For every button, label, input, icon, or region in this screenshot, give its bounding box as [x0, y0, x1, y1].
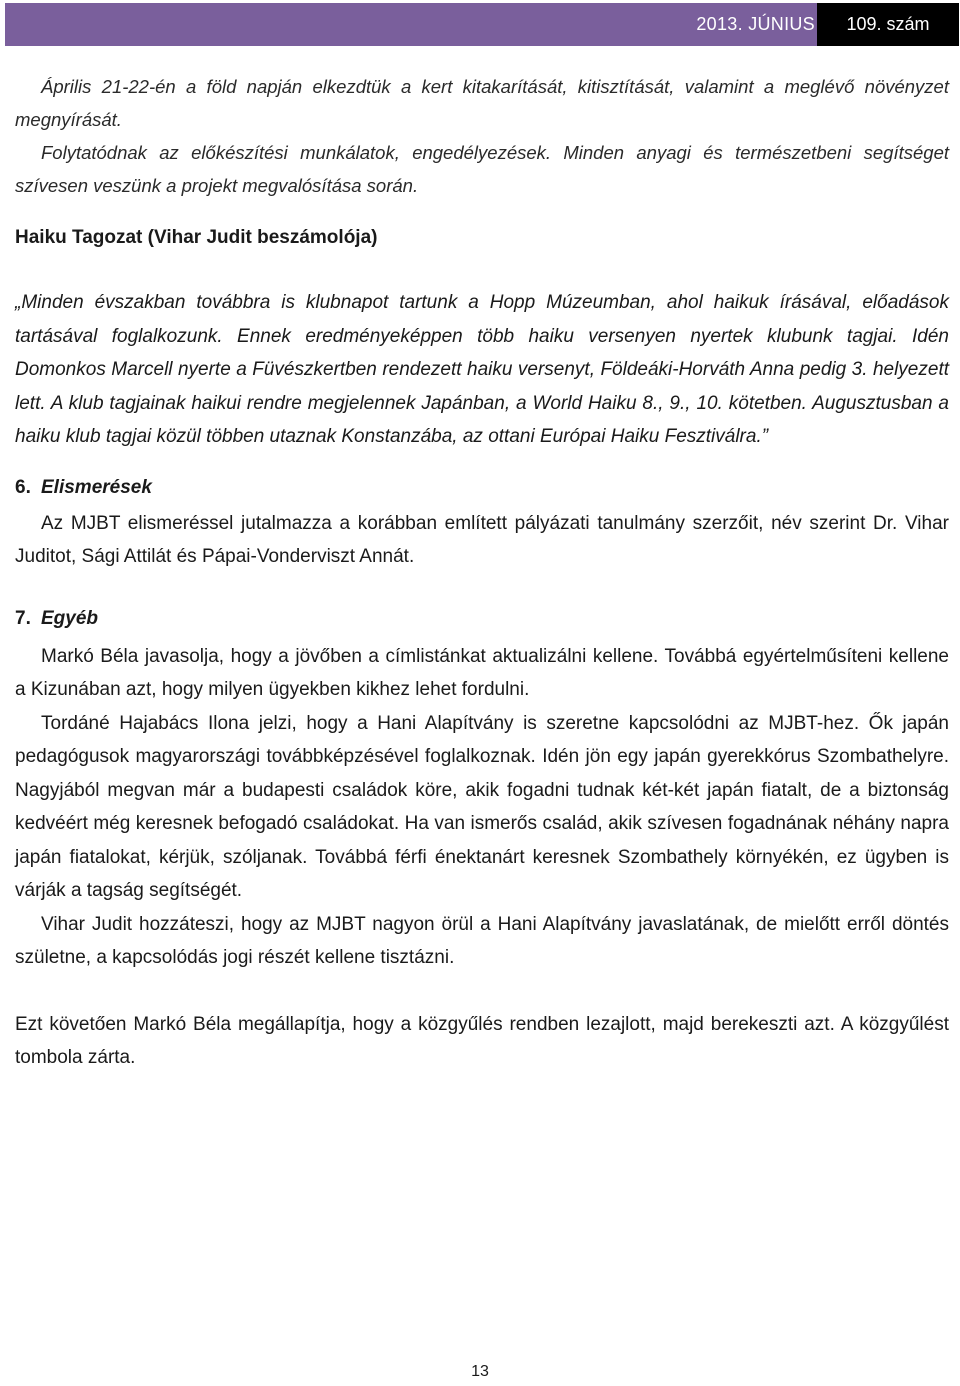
- section-7-paragraph-3: Vihar Judit hozzáteszi, hogy az MJBT nagyon örül a Hani Alapítvány javaslatának, de mielőtt erről döntés születne, a kapcsolódás jogi részét kellene tisztázni.: [15, 913, 949, 968]
- page-content: [15, 70, 949, 1075]
- section-6-title: Elismerések: [41, 476, 152, 498]
- intro-paragraph-2: Folytatódnak az előkészítési munkálatok, engedélyezések. Minden anyagi és természetbeni segítséget szívesen veszünk a projekt megvalósítása során.: [15, 142, 949, 196]
- intro-paragraph-1: Április 21-22-én a föld napján elkezdtük a kert kitakarítását, kitisztítását, valamint a meglévő növényzet megnyírását.: [15, 76, 949, 130]
- section-7-title: Egyéb: [41, 607, 99, 629]
- haiku-section-text: „Minden évszakban továbbra is klubnapot tartunk a Hopp Múzeumban, ahol haikuk írásával, előadások tartásával foglalkozunk. Ennek eredményeképpen több haiku versenyen nyertek klubunk tagjai. Idén Domonkos Marcell nyerte a Füvészkertben rendezett haiku versenyt, Földeáki-Horváth Anna pedig 3. helyezett lett. A klub tagjainak haikui rendre megjelennek Japánban, a World Haiku 8., 9., 10. kötetben. Augusztusban a haiku klub tagjai közül többen utaznak Konstanzába, az ottani Európai Haiku Fesztiválra.”: [15, 292, 949, 447]
- closing-paragraph: Ezt követően Markó Béla megállapítja, hogy a közgyűlés rendben lezajlott, majd berekeszti azt. A közgyűlést tombola zárta.: [15, 1013, 949, 1068]
- haiku-section-title: Haiku Tagozat (Vihar Judit beszámolója): [15, 227, 378, 248]
- header-date: 2013. JÚNIUS: [696, 14, 815, 34]
- page-header: [5, 3, 959, 46]
- section-6-text: Az MJBT elismeréssel jutalmazza a korábban említett pályázati tanulmány szerzőit, név szerint Dr. Vihar Juditot, Sági Attilát és Pápai-Vonderviszt Annát.: [15, 512, 949, 567]
- section-7-heading: [15, 602, 949, 635]
- section-7-paragraph-2: Tordáné Hajabács Ilona jelzi, hogy a Hani Alapítvány is szeretne kapcsolódni az MJBT-hez. Ők japán pedagógusok magyarországi továbbképzésével foglalkoznak. Idén jön egy japán gyerekkórus Szombathelyre. Nagyjából megvan már a budapesti családok köre, akik fogadni tudnak két-két japán fiatalt, de a biztonság kedvéért még keresnek befogadó családokat. Ha van ismerős család, akik szívesen fogadnának néhány napra japán fiatalokat, kérjük, szóljanak. Továbbá férfi énektanárt keresnek Szombathely környékén, ez ügyben is várják a tagság segítségét.: [15, 712, 949, 901]
- page-number: 13: [471, 1363, 489, 1380]
- section-7-number: 7.: [15, 607, 31, 629]
- header-issue: 109. szám: [817, 3, 959, 46]
- section-6-number: 6.: [15, 476, 31, 498]
- section-7-paragraph-1: Markó Béla javasolja, hogy a jövőben a címlistánkat aktualizálni kellene. Továbbá egyértelműsíteni kellene a Kizunában azt, hogy milyen ügyekben kikhez lehet fordulni.: [15, 645, 949, 700]
- section-6-heading: [15, 471, 949, 504]
